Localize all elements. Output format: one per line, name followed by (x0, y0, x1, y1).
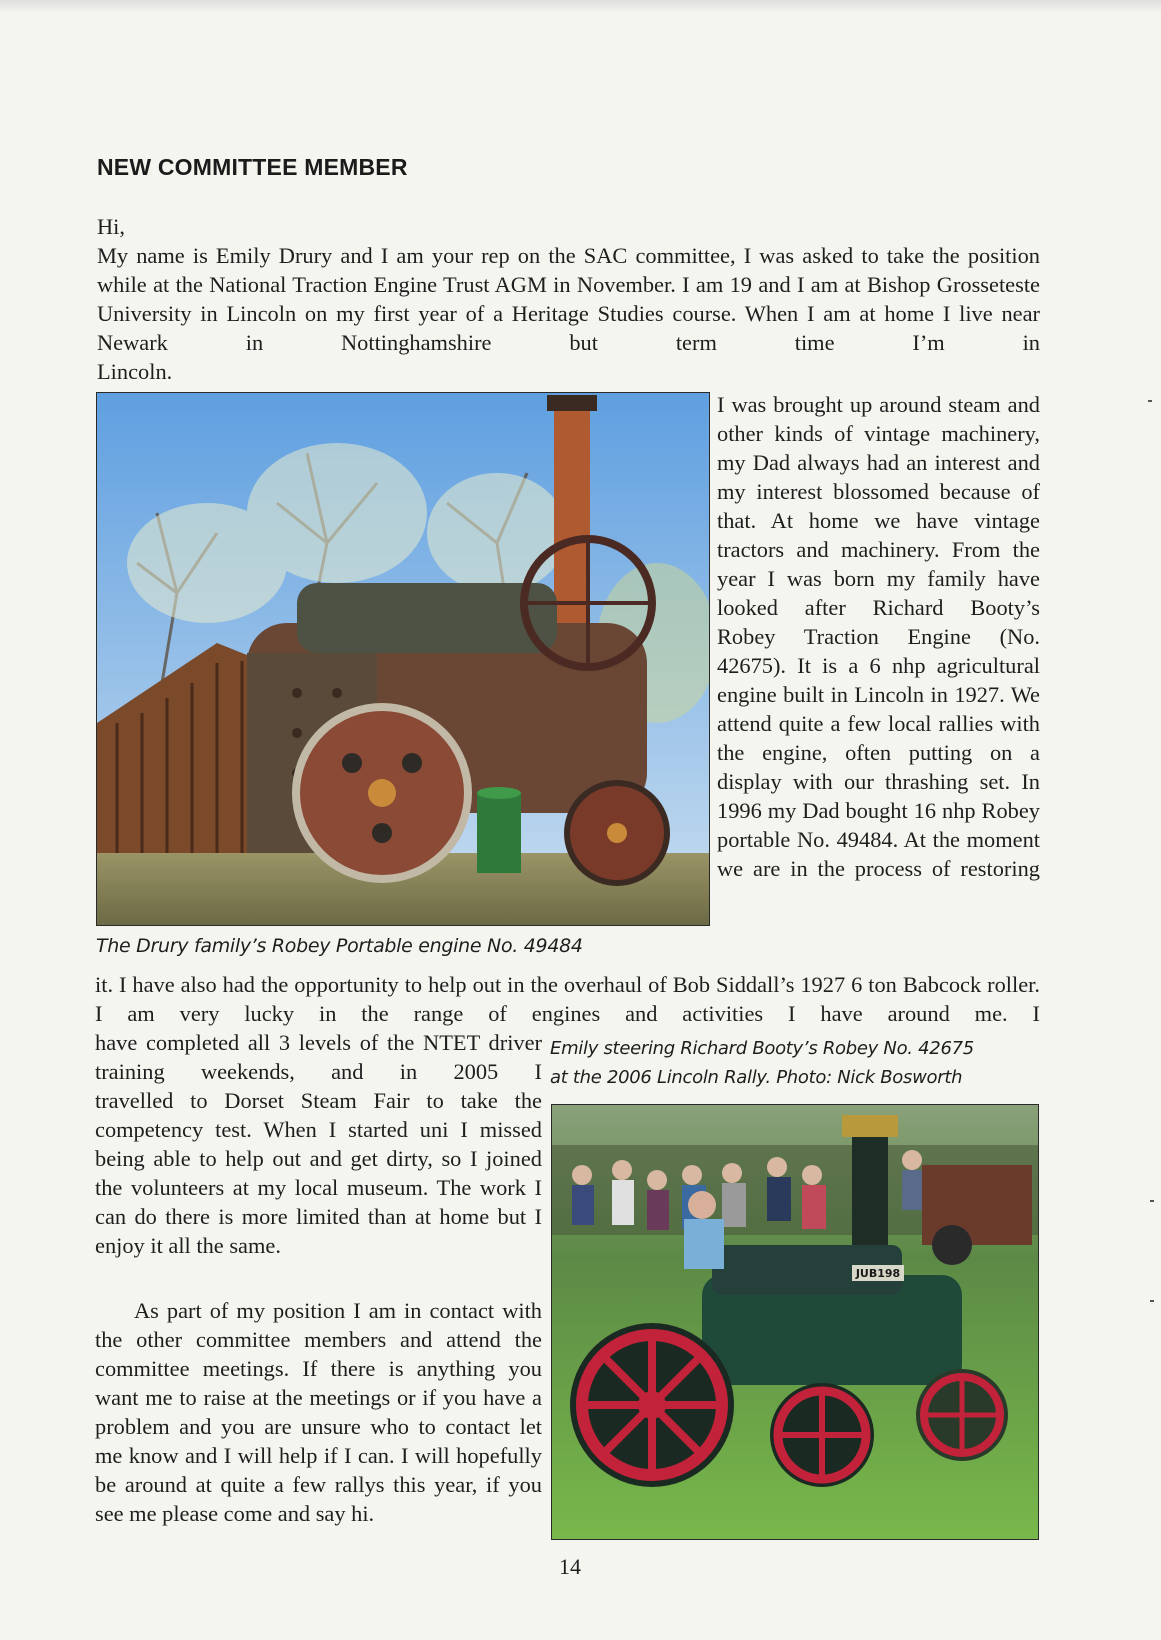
text-line: As part of my position I am in contact (134, 1298, 495, 1323)
text-line: and machinery. From the year (717, 537, 1040, 591)
text-line: and other kinds of vintage (717, 392, 1040, 446)
text-line: driver training weekends, and in 2005 I (95, 1030, 543, 1084)
text-line: machinery, my Dad always (717, 421, 1040, 475)
scan-top-shadow (0, 0, 1161, 14)
paragraph-intro-last-line: Lincoln. (97, 359, 173, 384)
text-line: around at quite a few rallys this year, if (124, 1472, 500, 1497)
text-line: I was brought up around steam (717, 392, 1001, 417)
text-line: home we have vintage tractors (717, 508, 1040, 562)
text-line: Robey Traction Engine (717, 624, 971, 649)
text-line: attend the committee meetings. If there is (95, 1327, 542, 1381)
photo2-caption (550, 1034, 974, 1092)
text-line: travelled to Dorset Steam Fair to take the (95, 1088, 542, 1113)
scan-artifact (1148, 400, 1152, 402)
text-line: agricultural engine built in (717, 653, 1040, 707)
text-line: so I joined the volunteers at my local (95, 1146, 542, 1200)
text-line: course. When I am at home I live near Newark in Nottinghamshire but term time I’m in (97, 301, 1040, 355)
text-line: museum. The work I can do there is more (95, 1175, 542, 1229)
scan-artifact (1150, 1300, 1154, 1302)
robey-portable-engine-illustration (97, 393, 709, 925)
paragraph-committee-role (95, 1296, 542, 1528)
text-line: it. I have also had the opportunity to help out in the overhaul of Bob Siddall’s 1927 6 ton (95, 972, 897, 997)
text-line: 16 nhp Robey portable (717, 798, 1040, 852)
text-line: (No. 42675). It is a 6 nhp (717, 624, 1040, 678)
text-line: quite a few local rallies with (778, 711, 1040, 736)
text-line: I was born my family have (767, 566, 1040, 591)
photo1-caption: The Drury family’s Robey Portable engine No. 49484 (96, 935, 583, 957)
text-line: No. 49484. At the moment we (717, 827, 1040, 881)
text-line: are unsure who to contact let me know and (95, 1414, 542, 1468)
text-line: limited than at home but I enjoy it all the (95, 1204, 542, 1258)
text-line: My name is Emily Drury and I am your rep on the SAC committee, I was asked to take (97, 243, 925, 268)
text-line: competency test. When I started uni I (95, 1117, 468, 1142)
number-plate: JUB198 (855, 1267, 901, 1280)
text-line: I am at Bishop Grosseteste University in Lincoln on my first year of a Heritage Studies (97, 272, 1040, 326)
text-line: missed being able to help out and get dirty, (95, 1117, 542, 1171)
text-line: same. (229, 1233, 281, 1258)
text-line: the engine, often putting on a (717, 740, 1040, 765)
text-line: In 1996 my Dad bought (717, 769, 1040, 823)
text-line: meetings or if you have a problem and you (95, 1385, 542, 1439)
greeting: Hi, (97, 214, 125, 239)
text-line: anything you want me to raise at the (95, 1356, 542, 1410)
text-line: you see me please come and say hi. (95, 1472, 542, 1526)
text-line: the position while at the National Traction Engine Trust AGM in November. I am 19 and (97, 243, 1041, 297)
photo2-caption-line: Emily steering Richard Booty’s Robey No. 42675 (550, 1038, 974, 1059)
text-line: with the other committee members and (95, 1298, 542, 1352)
text-line: have completed all 3 levels of the NTET (95, 1030, 480, 1055)
paragraph-background-side (717, 390, 1040, 883)
text-line: looked after Richard Booty’s (717, 595, 1040, 620)
photo-traction-engine-rally (551, 1104, 1039, 1540)
paragraph-intro-text (97, 241, 1040, 357)
text-line: had an interest and my interest (717, 450, 1040, 504)
article-heading: NEW COMMITTEE MEMBER (97, 154, 408, 180)
text-line: Babcock roller. I am very lucky in the range of engines and activities I have around me. I (95, 972, 1040, 1026)
text-line: I will help if I can. I will hopefully be (95, 1443, 542, 1497)
page-number: 14 (559, 1554, 581, 1579)
text-line: display with our thrashing set. (717, 769, 1011, 794)
scan-artifact (1150, 1200, 1154, 1202)
paragraph-background-mid (95, 1028, 542, 1086)
traction-engine-rally-illustration (552, 1105, 1038, 1539)
photo2-caption-line: at the 2006 Lincoln Rally. Photo: Nick Bosworth (550, 1067, 963, 1088)
text-line: are in the process of restoring (753, 856, 1040, 881)
paragraph-background-bottom (95, 1086, 542, 1260)
text-line: blossomed because of that. At (717, 479, 1040, 533)
photo-robey-portable-engine (96, 392, 710, 926)
paragraph-background-full (95, 970, 1040, 1028)
text-line: Lincoln in 1927. We attend (717, 682, 1040, 736)
